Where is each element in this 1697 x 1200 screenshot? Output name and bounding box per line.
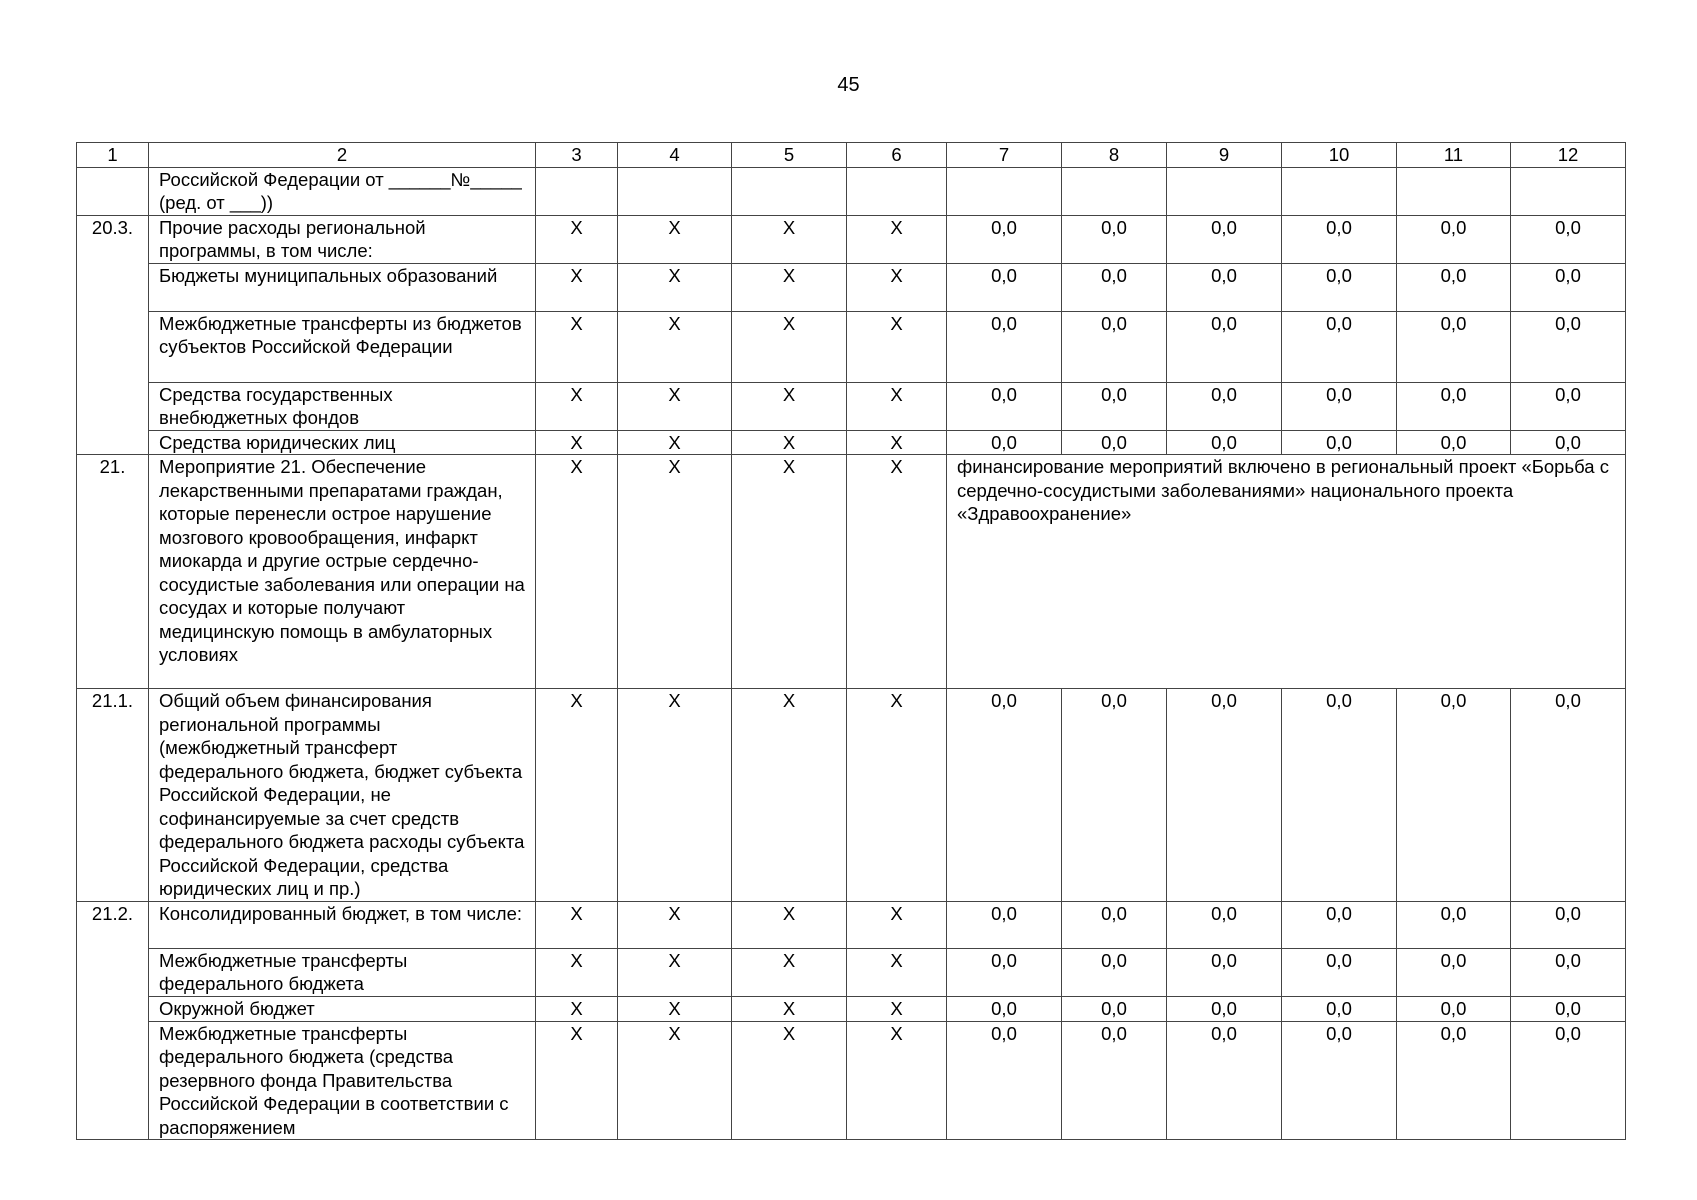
value-cell: Х <box>732 263 847 311</box>
value-cell <box>1397 167 1511 215</box>
header-cell: 5 <box>732 143 847 168</box>
value-cell: Х <box>618 901 732 948</box>
value-cell: 0,0 <box>1062 263 1167 311</box>
value-cell: 0,0 <box>1511 263 1626 311</box>
value-cell <box>1511 167 1626 215</box>
table-row <box>77 996 1626 1021</box>
value-cell: Х <box>618 263 732 311</box>
value-cell: 0,0 <box>1397 430 1511 455</box>
value-cell: 0,0 <box>1167 430 1282 455</box>
value-cell: Х <box>618 1021 732 1140</box>
value-cell: Х <box>536 455 618 689</box>
table-row <box>77 1021 1626 1140</box>
page-number: 45 <box>837 74 860 96</box>
row-number: 20.3. <box>77 215 149 455</box>
value-cell: Х <box>847 311 947 382</box>
value-cell: Х <box>732 901 847 948</box>
value-cell: 0,0 <box>1511 1021 1626 1140</box>
value-cell: Х <box>847 382 947 430</box>
table-row <box>77 689 1626 902</box>
value-cell: 0,0 <box>1062 1021 1167 1140</box>
header-cell: 4 <box>618 143 732 168</box>
value-cell: 0,0 <box>947 430 1062 455</box>
value-cell <box>1062 167 1167 215</box>
value-cell: 0,0 <box>1511 996 1626 1021</box>
value-cell: 0,0 <box>1167 689 1282 902</box>
value-cell: 0,0 <box>1511 430 1626 455</box>
value-cell: Х <box>618 382 732 430</box>
row-number: 21.2. <box>77 901 149 1140</box>
value-cell: Х <box>536 901 618 948</box>
table-row <box>77 311 1626 382</box>
header-cell: 12 <box>1511 143 1626 168</box>
value-cell: Х <box>732 382 847 430</box>
financing-note: финансирование мероприятий включено в региональный проект «Борьба с сердечно-сосудистыми заболеваниями» национального проекта «Здравоохранение» <box>947 455 1626 689</box>
value-cell: 0,0 <box>1397 1021 1511 1140</box>
value-cell: 0,0 <box>1062 948 1167 996</box>
value-cell: Х <box>618 215 732 263</box>
value-cell: Х <box>618 689 732 902</box>
value-cell: 0,0 <box>1167 311 1282 382</box>
header-cell: 1 <box>77 143 149 168</box>
value-cell: Х <box>536 215 618 263</box>
value-cell: Х <box>618 948 732 996</box>
value-cell: Х <box>847 901 947 948</box>
value-cell: Х <box>536 263 618 311</box>
value-cell: 0,0 <box>947 901 1062 948</box>
value-cell: 0,0 <box>1282 901 1397 948</box>
table-row <box>77 263 1626 311</box>
row-name: Средства государственных внебюджетных фондов <box>149 382 536 430</box>
value-cell: Х <box>847 455 947 689</box>
value-cell: 0,0 <box>947 215 1062 263</box>
value-cell: 0,0 <box>1511 689 1626 902</box>
value-cell: 0,0 <box>1397 948 1511 996</box>
value-cell: 0,0 <box>1397 689 1511 902</box>
value-cell: Х <box>732 1021 847 1140</box>
value-cell: 0,0 <box>947 996 1062 1021</box>
header-cell: 3 <box>536 143 618 168</box>
value-cell: 0,0 <box>1511 215 1626 263</box>
row-name: Бюджеты муниципальных образований <box>149 263 536 311</box>
value-cell: 0,0 <box>1511 948 1626 996</box>
value-cell: Х <box>618 430 732 455</box>
value-cell: 0,0 <box>1062 689 1167 902</box>
value-cell: 0,0 <box>1397 382 1511 430</box>
value-cell: Х <box>536 1021 618 1140</box>
value-cell: 0,0 <box>947 948 1062 996</box>
value-cell: Х <box>847 1021 947 1140</box>
table-row <box>77 430 1626 455</box>
value-cell: 0,0 <box>1511 311 1626 382</box>
header-cell: 6 <box>847 143 947 168</box>
value-cell: Х <box>847 996 947 1021</box>
row-number: 21. <box>77 455 149 689</box>
table-row <box>77 948 1626 996</box>
row-name: Окружной бюджет <box>149 996 536 1021</box>
value-cell: 0,0 <box>1282 948 1397 996</box>
value-cell: 0,0 <box>1397 996 1511 1021</box>
value-cell <box>732 167 847 215</box>
header-cell: 9 <box>1167 143 1282 168</box>
header-cell: 2 <box>149 143 536 168</box>
value-cell: 0,0 <box>947 382 1062 430</box>
row-name: Общий объем финансирования региональной программы (межбюджетный трансферт федерального бюджета, бюджет субъекта Российской Федерации, не софинансируемые за счет средств федерального бюджета расходы субъекта Российской Федерации, средства юридических лиц и пр.) <box>149 689 536 902</box>
value-cell: Х <box>536 430 618 455</box>
value-cell: 0,0 <box>1167 263 1282 311</box>
value-cell: 0,0 <box>947 689 1062 902</box>
value-cell <box>1282 167 1397 215</box>
value-cell: 0,0 <box>1282 215 1397 263</box>
row-name: Российской Федерации от ______№_____ (ред. от ___)) <box>149 167 536 215</box>
value-cell: 0,0 <box>1062 901 1167 948</box>
value-cell: 0,0 <box>1282 996 1397 1021</box>
value-cell: Х <box>618 455 732 689</box>
value-cell: 0,0 <box>947 1021 1062 1140</box>
value-cell <box>847 167 947 215</box>
value-cell: Х <box>847 215 947 263</box>
value-cell: 0,0 <box>1282 689 1397 902</box>
value-cell: 0,0 <box>1282 382 1397 430</box>
value-cell: 0,0 <box>1511 382 1626 430</box>
value-cell: 0,0 <box>1282 311 1397 382</box>
table-row <box>77 455 1626 689</box>
value-cell: 0,0 <box>1062 430 1167 455</box>
value-cell: 0,0 <box>1511 901 1626 948</box>
table-row <box>77 167 1626 215</box>
value-cell <box>1167 167 1282 215</box>
table-row <box>77 901 1626 948</box>
value-cell <box>536 167 618 215</box>
value-cell: Х <box>536 382 618 430</box>
value-cell: Х <box>536 689 618 902</box>
value-cell: Х <box>618 996 732 1021</box>
header-cell: 10 <box>1282 143 1397 168</box>
value-cell: 0,0 <box>1062 996 1167 1021</box>
value-cell: Х <box>847 948 947 996</box>
header-cell: 8 <box>1062 143 1167 168</box>
row-number: 21.1. <box>77 689 149 902</box>
value-cell: Х <box>732 430 847 455</box>
table-row <box>77 382 1626 430</box>
value-cell: Х <box>732 311 847 382</box>
value-cell <box>618 167 732 215</box>
row-name: Межбюджетные трансферты федерального бюджета (средства резервного фонда Правительства Российской Федерации в соответствии с распоряжением <box>149 1021 536 1140</box>
value-cell: 0,0 <box>1167 996 1282 1021</box>
row-name: Межбюджетные трансферты федерального бюджета <box>149 948 536 996</box>
value-cell: Х <box>732 689 847 902</box>
value-cell: 0,0 <box>1282 1021 1397 1140</box>
value-cell: 0,0 <box>1167 948 1282 996</box>
value-cell: 0,0 <box>1397 215 1511 263</box>
value-cell: 0,0 <box>1167 901 1282 948</box>
row-name: Средства юридических лиц <box>149 430 536 455</box>
value-cell: 0,0 <box>1282 263 1397 311</box>
value-cell: 0,0 <box>1167 1021 1282 1140</box>
value-cell: 0,0 <box>1062 382 1167 430</box>
row-name: Консолидированный бюджет, в том числе: <box>149 901 536 948</box>
value-cell <box>947 167 1062 215</box>
row-number <box>77 167 149 215</box>
value-cell: 0,0 <box>1397 901 1511 948</box>
value-cell: 0,0 <box>947 311 1062 382</box>
row-name: Межбюджетные трансферты из бюджетов субъектов Российской Федерации <box>149 311 536 382</box>
value-cell: Х <box>536 948 618 996</box>
value-cell: 0,0 <box>1397 311 1511 382</box>
table-header-row <box>77 143 1626 168</box>
table-row <box>77 215 1626 263</box>
value-cell: 0,0 <box>1167 382 1282 430</box>
value-cell: 0,0 <box>1282 430 1397 455</box>
row-name: Мероприятие 21. Обеспечение лекарственными препаратами граждан, которые перенесли острое нарушение мозгового кровообращения, инфаркт миокарда и другие острые сердечно-сосудистые заболевания или операции на сосудах и которые получают медицинскую помощь в амбулаторных условиях <box>149 455 536 689</box>
value-cell: 0,0 <box>1167 215 1282 263</box>
value-cell: Х <box>847 689 947 902</box>
value-cell: Х <box>732 455 847 689</box>
value-cell: Х <box>536 311 618 382</box>
value-cell: Х <box>847 263 947 311</box>
budget-table <box>76 142 1626 1140</box>
value-cell: 0,0 <box>1062 215 1167 263</box>
value-cell: Х <box>732 215 847 263</box>
value-cell: Х <box>732 996 847 1021</box>
value-cell: 0,0 <box>947 263 1062 311</box>
header-cell: 11 <box>1397 143 1511 168</box>
header-cell: 7 <box>947 143 1062 168</box>
value-cell: Х <box>732 948 847 996</box>
value-cell: 0,0 <box>1062 311 1167 382</box>
value-cell: Х <box>536 996 618 1021</box>
value-cell: Х <box>618 311 732 382</box>
row-name: Прочие расходы региональной программы, в том числе: <box>149 215 536 263</box>
value-cell: Х <box>847 430 947 455</box>
value-cell: 0,0 <box>1397 263 1511 311</box>
